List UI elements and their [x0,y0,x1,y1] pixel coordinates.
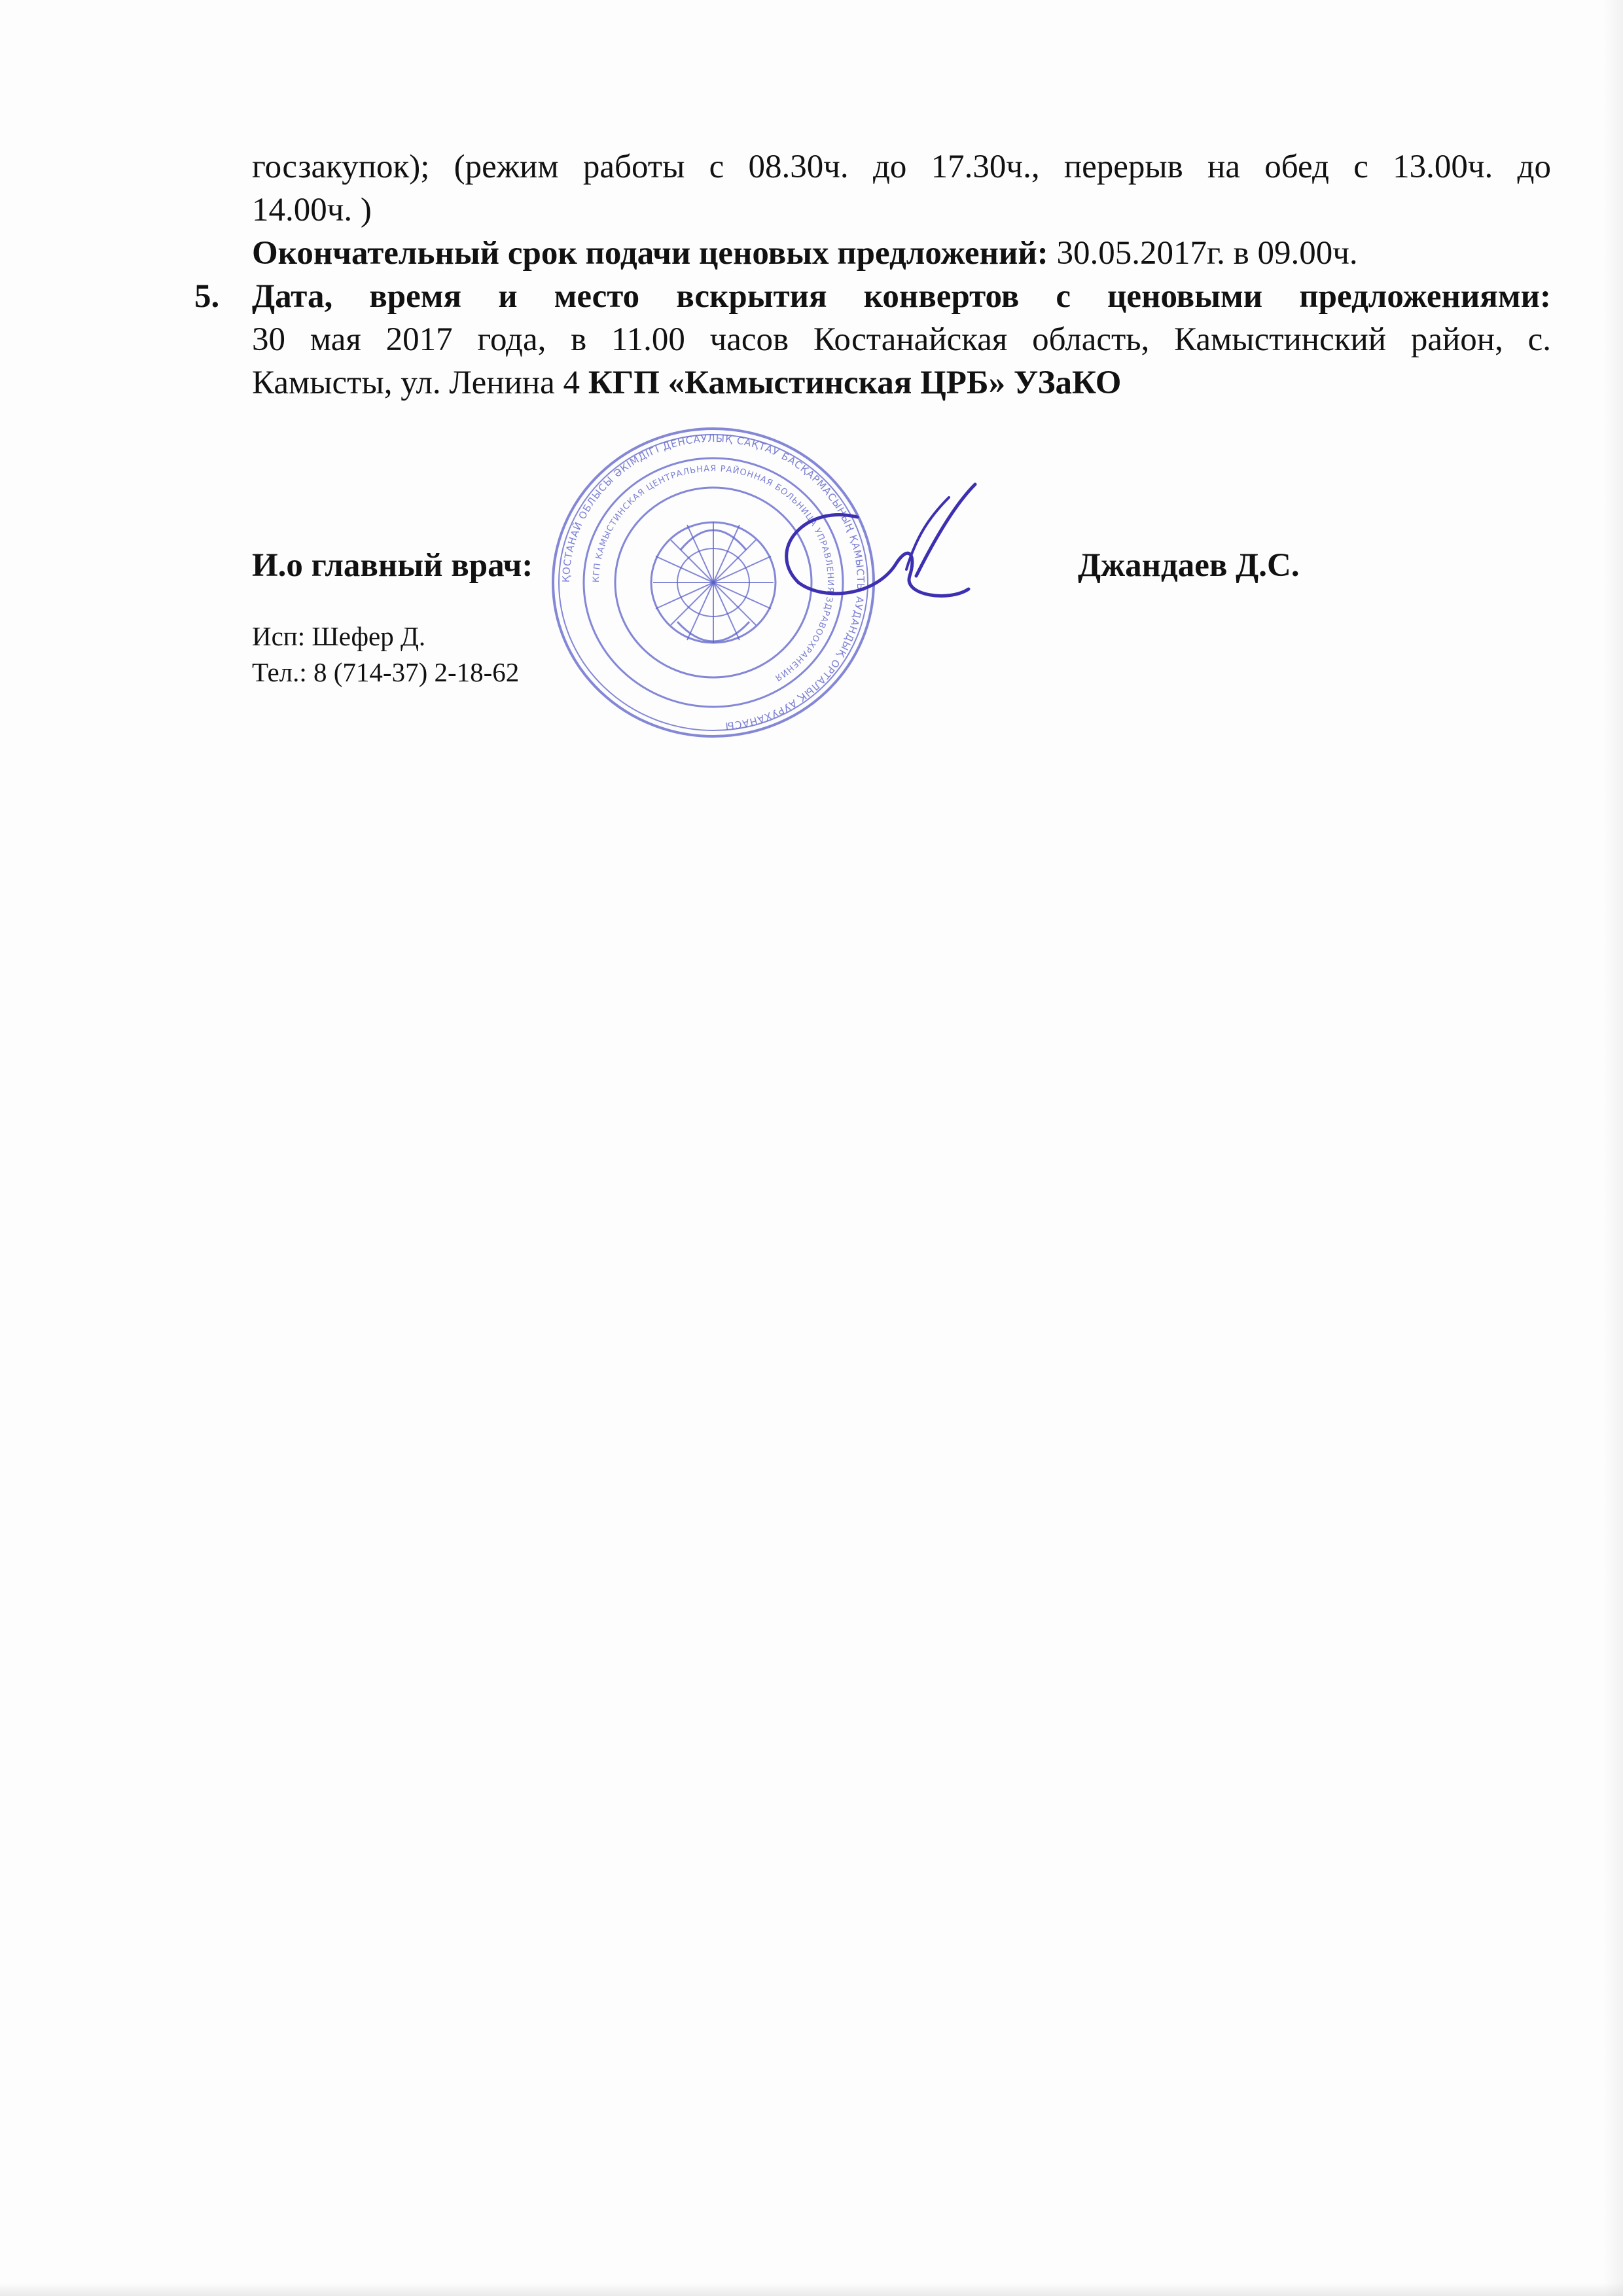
paragraph-continuation-line2: 14.00ч. ) [252,192,372,228]
item5-line2: 30 мая 2017 года, в 11.00 часов Костанайская область, Камыстинский район, с. [252,321,1551,358]
item5-address: Камысты, ул. Ленина 4 [252,365,588,401]
scan-edge-right [1603,0,1623,2296]
list-item-number: 5. [194,278,220,315]
deadline-line [252,232,1551,275]
item5-heading: Дата, время и место вскрытия конвертов с ценовыми предложениями: [252,278,1551,315]
svg-text:КГП КАМЫСТИНСКАЯ ЦЕНТРАЛЬНАЯ Р: КГП КАМЫСТИНСКАЯ ЦЕНТРАЛЬНАЯ РАЙОННАЯ БОЛЬНИЦА УПРАВЛЕНИЯ ЗДРАВООХРАНЕНИЯ [591,463,836,683]
deadline-label: Окончательный срок подачи ценовых предложений: [252,235,1048,272]
deadline-value: 30.05.2017г. в 09.00ч. [1048,235,1358,272]
signatory-name: Джандаев Д.С. [1078,547,1300,584]
executor-name: Исп: Шефер Д. [252,621,426,651]
item5-line3 [252,361,1551,404]
main-text [194,145,1551,404]
paragraph-continuation-line1: госзакупок); (режим работы с 08.30ч. до 17.30ч., перерыв на обед с 13.00ч. до [252,149,1551,185]
item5-organization: КГП «Камыстинская ЦРБ» УЗаКО [588,365,1122,401]
scan-edge-bottom [0,2283,1623,2296]
signatory-position: И.о главный врач: [252,547,533,584]
signature-row [252,547,1551,592]
executor-phone: Тел.: 8 (714-37) 2-18-62 [252,657,520,687]
svg-text:ҚОСТАНАЙ ОБЛЫСЫ ӘКІМДІГІ ДЕНСА: ҚОСТАНАЙ ОБЛЫСЫ ӘКІМДІГІ ДЕНСАУЛЫҚ САҚТАУ БАСҚАРМАСЫНЫҢ ҚАМЫСТЫ АУДАНДЫҚ ОРТАЛЫҚ АУРУХАНАСЫ [560,432,867,732]
executor-info [252,619,519,691]
list-item-5 [194,275,1551,404]
